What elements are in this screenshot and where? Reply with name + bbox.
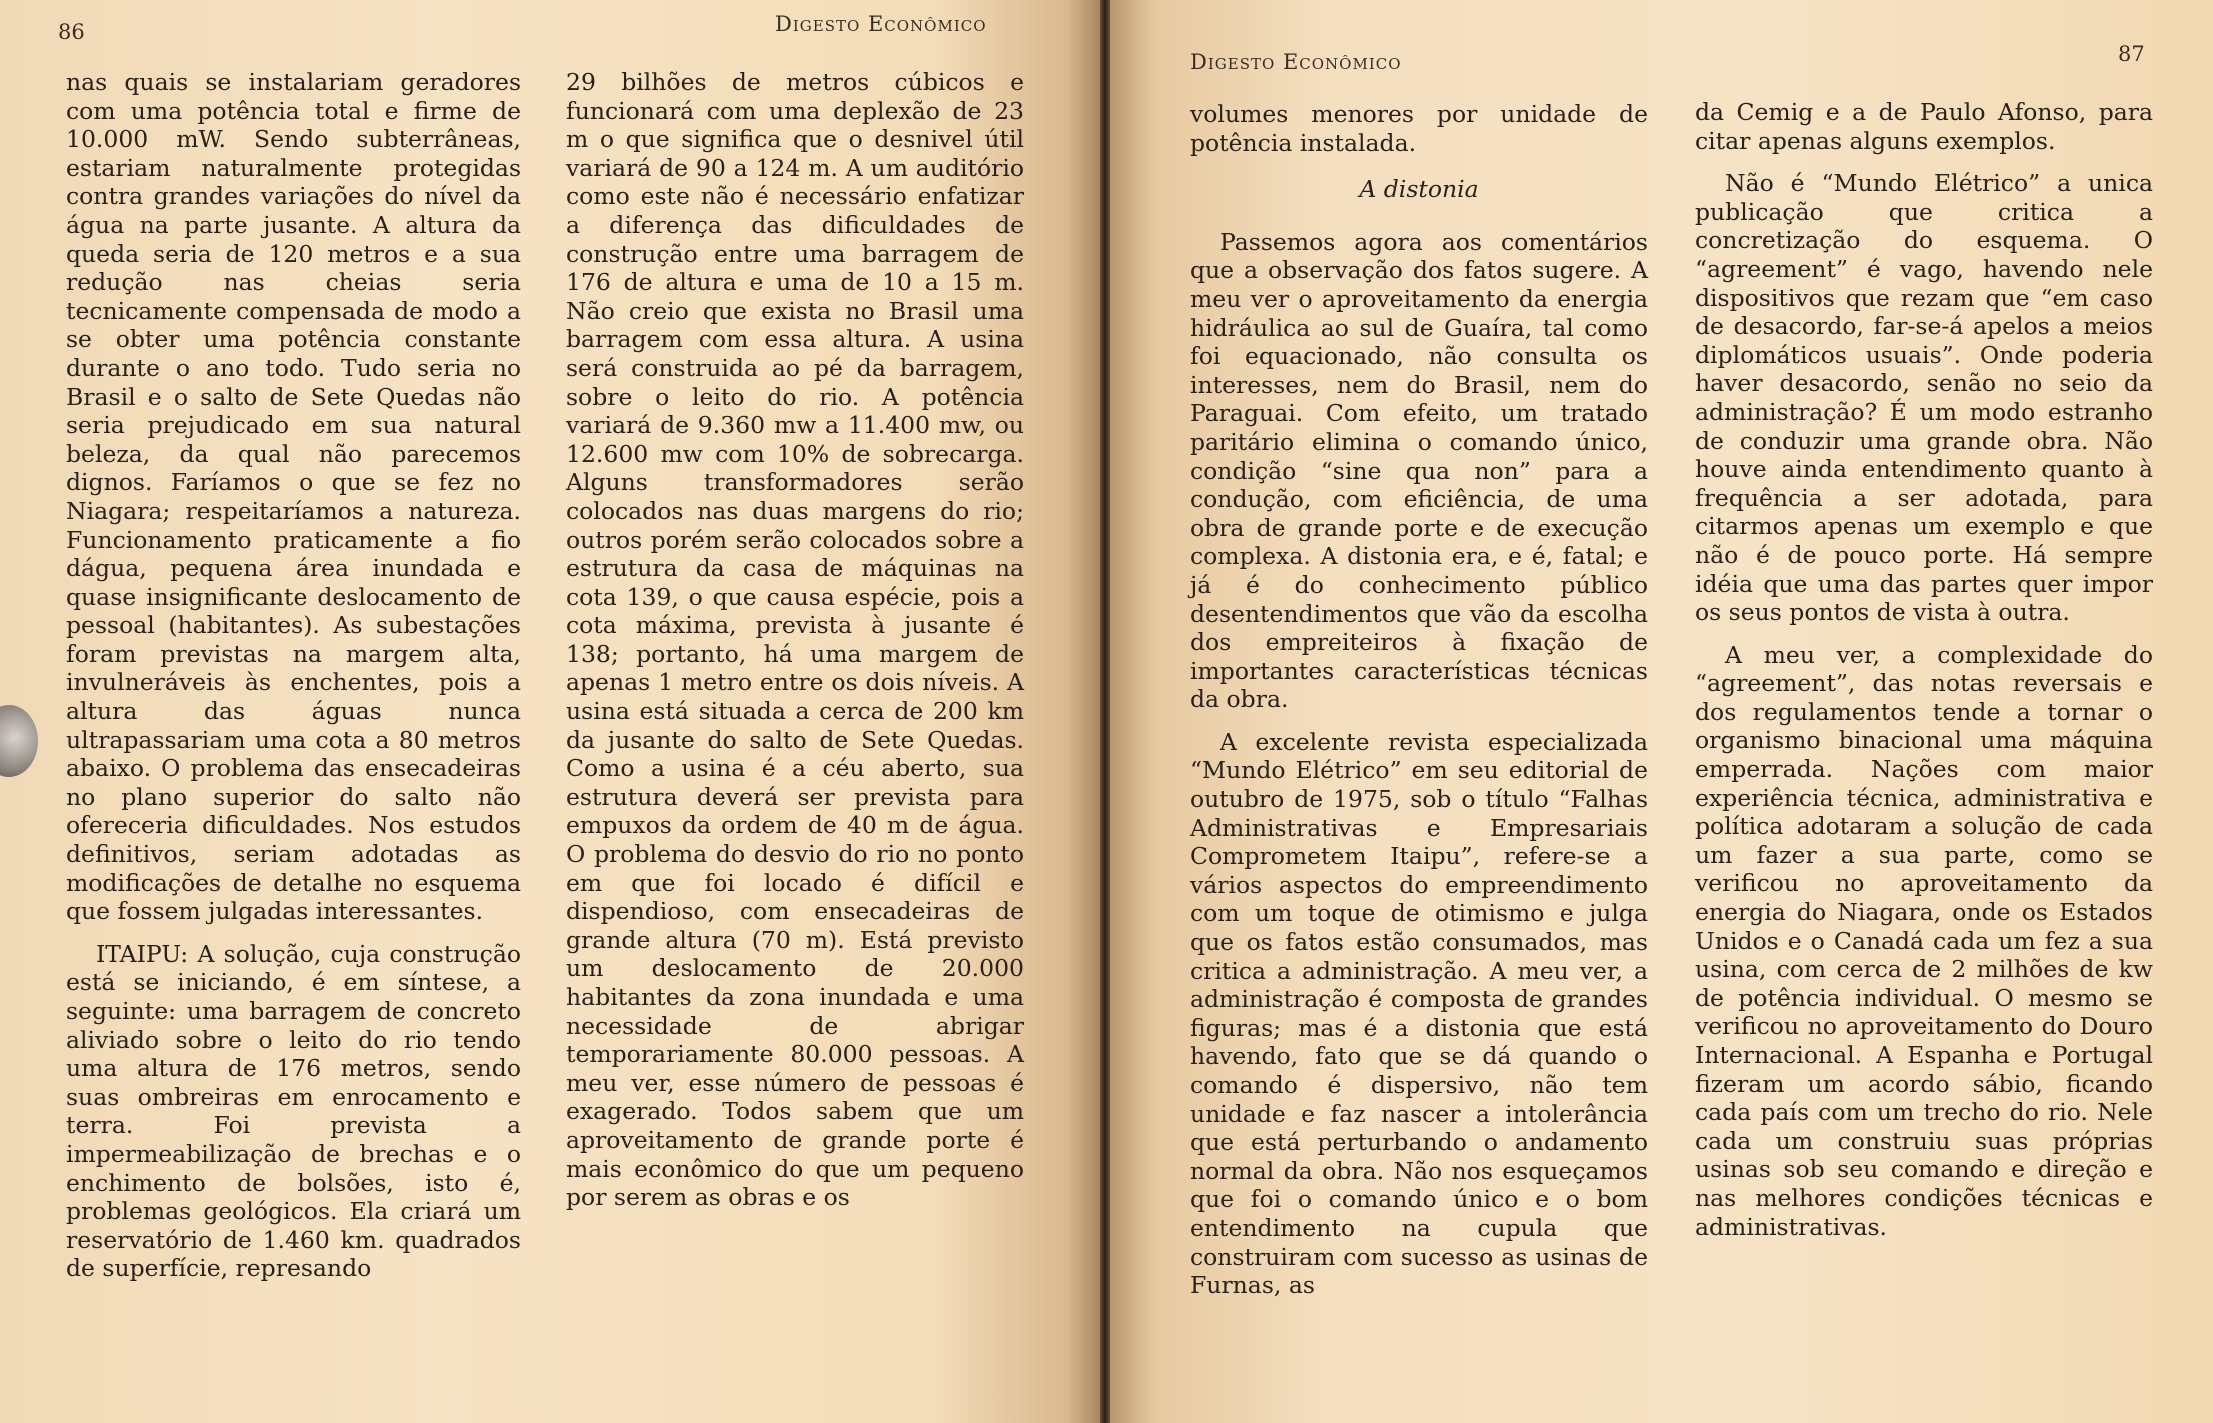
running-header-left: Digesto Econômico xyxy=(775,12,987,36)
paper-clip xyxy=(0,705,38,777)
paragraph: Não é “Mundo Elétrico” a unica publicação que critica a concretização do esquema. O “agreement” é vago, havendo nele dispositivos que rezam que “em caso de desacordo, far-se-á apelos a meios diplomáticos usuais”. Onde poderia haver desacordo, senão no seio da administração? É um modo estranho de conduzir uma grande obra. Não houve ainda entendimento quanto à frequência a ser adotada, para citarmos apenas um exemplo e que não é de pouco porte. Há sempre idéia que uma das partes quer impor os seus pontos de vista à outra. xyxy=(1695,169,2153,627)
running-header-right: Digesto Econômico xyxy=(1190,50,1402,74)
column-2 xyxy=(566,68,1024,1212)
page-number-left: 86 xyxy=(58,20,85,44)
book-gutter xyxy=(1100,0,1110,1423)
section-heading: A distonia xyxy=(1359,175,1479,204)
paragraph: volumes menores por unidade de potência instalada. xyxy=(1190,100,1648,157)
column-1 xyxy=(66,68,521,1283)
paragraph: ITAIPU: A solução, cuja construção está se iniciando, é em síntese, a seguinte: uma barragem de concreto aliviado sobre o leito do rio tendo uma altura de 176 metros, sendo suas ombreiras em enrocamento e terra. Foi prevista a impermeabilização de brechas e o enchimento de bolsões, isto é, problemas geológicos. Ela criará um reservatório de 1.460 km. quadrados de superfície, represando xyxy=(66,939,521,1283)
column-3 xyxy=(1190,100,1648,1300)
right-page xyxy=(1110,0,2213,1423)
page-number-right: 87 xyxy=(2118,42,2145,66)
paragraph: A excelente revista especializada “Mundo Elétrico” em seu editorial de outubro de 1975, sob o título “Falhas Administrativas e Empresariais Comprometem Itaipu”, refere-se a vários aspectos do empreendimento com um toque de otimismo e julga que os fatos estão consumados, mas critica a administração. A meu ver, a administração é composta de grandes figuras; mas é a distonia que está havendo, fato que se dá quando o comando é dispersivo, não tem unidade e faz nascer a intolerância que está perturbando o andamento normal da obra. Não nos esqueçamos que foi o comando único e o bom entendimento na cupula que construiram com sucesso as usinas de Furnas, as xyxy=(1190,727,1648,1300)
left-page xyxy=(0,0,1100,1423)
paragraph: A meu ver, a complexidade do “agreement”, das notas reversais e dos regulamentos tende a tornar o organismo binacional uma máquina emperrada. Nações com maior experiência técnica, administrativa e política adotaram a solução de cada um fazer a sua parte, como se verificou no aproveitamento da energia do Niagara, onde os Estados Unidos e o Canadá cada um fez a sua usina, com cerca de 2 milhões de kw de potência individual. O mesmo se verificou no aproveitamento do Douro Internacional. A Espanha e Portugal fizeram um acordo sábio, ficando cada país com um trecho do rio. Nele cada um construiu suas próprias usinas sob seu comando e direção e nas melhores condições técnicas e administrativas. xyxy=(1695,640,2153,1241)
paragraph: 29 bilhões de metros cúbicos e funcionará com uma deplexão de 23 m o que significa que o desnivel útil variará de 90 a 124 m. A um auditório como este não é necessário enfatizar a diferença das dificuldades de construção entre uma barragem de 176 de altura e uma de 10 a 15 m. Não creio que exista no Brasil uma barragem com essa altura. A usina será construida ao pé da barragem, sobre o leito do rio. A potência variará de 9.360 mw a 11.400 mw, ou 12.600 mw com 10% de sobrecarga. Alguns transformadores serão colocados nas duas margens do rio; outros porém serão colocados sobre a estrutura da casa de máquinas na cota 139, o que causa espécie, pois a cota máxima, prevista à jusante é 138; portanto, há uma margem de apenas 1 metro entre os dois níveis. A usina está situada a cerca de 200 km da jusante do salto de Sete Quedas. Como a usina é a céu aberto, sua estrutura deverá ser prevista para empuxos da ordem de 40 m de água. O problema do desvio do rio no ponto em que foi locado é difícil e dispendioso, com ensecadeiras de grande altura (70 m). Está previsto um deslocamento de 20.000 habitantes da zona inundada e uma necessidade de abrigar temporariamente 80.000 pessoas. A meu ver, esse número de pessoas é exagerado. Todos sabem que um aproveitamento de grande porte é mais econômico do que um pequeno por serem as obras e os xyxy=(566,68,1024,1212)
column-4 xyxy=(1695,98,2153,1241)
paragraph: da Cemig e a de Paulo Afonso, para citar apenas alguns exemplos. xyxy=(1695,98,2153,155)
paragraph: nas quais se instalariam geradores com uma potência total e firme de 10.000 mW. Sendo subterrâneas, estariam naturalmente protegidas contra grandes variações do nível da água na parte jusante. A altura da queda seria de 120 metros e a sua redução nas cheias seria tecnicamente compensada de modo a se obter uma potência constante durante o ano todo. Tudo seria no Brasil e o salto de Sete Quedas não seria prejudicado em sua natural beleza, da qual não parecemos dignos. Faríamos o que se fez no Niagara; respeitaríamos a natureza. Funcionamento praticamente a fio dágua, pequena área inundada e quase insignificante deslocamento de pessoal (habitantes). As subestações foram previstas na margem alta, invulneráveis às enchentes, pois a altura das águas nunca ultrapassariam uma cota a 80 metros abaixo. O problema das ensecadeiras no plano superior do salto não ofereceria dificuldades. Nos estudos definitivos, seriam adotadas as modificações de detalhe no esquema que fossem julgadas interessantes. xyxy=(66,68,521,926)
paragraph: Passemos agora aos comentários que a observação dos fatos sugere. A meu ver o aproveitamento da energia hidráulica ao sul de Guaíra, tal como foi equacionado, não consulta os interesses, nem do Brasil, nem do Paraguai. Com efeito, um tratado paritário elimina o comando único, condição “sine qua non” para a condução, com eficiência, de uma obra de grande porte e de execução complexa. A distonia era, e é, fatal; e já é do conhecimento público desentendimentos que vão da escolha dos empreiteiros à fixação de importantes características técnicas da obra. xyxy=(1190,227,1648,714)
